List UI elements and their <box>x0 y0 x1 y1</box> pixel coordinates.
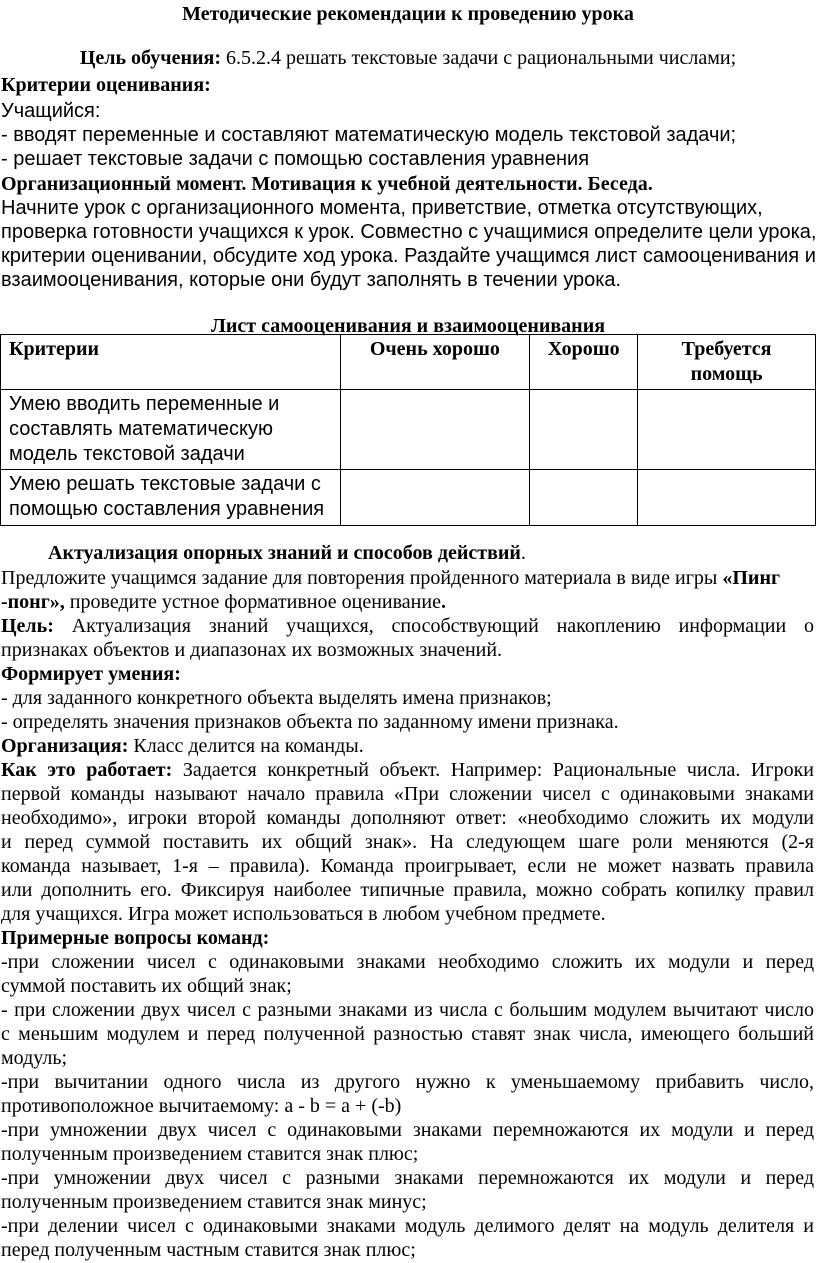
learning-goal <box>0 45 816 71</box>
learning-goal-label: Цель обучения: <box>79 47 221 69</box>
offer-line <box>1 589 814 615</box>
criteria-heading: Критерии оценивания: <box>1 74 211 96</box>
organization-label: Организация: <box>1 735 129 757</box>
how-line: команда называет, 1-я – правила). Команда проигрывает, если не может назвать правила <box>1 855 814 877</box>
question-line: полученным произведением ставится знак минус; <box>1 1191 427 1213</box>
goal-label: Цель: <box>1 615 54 637</box>
offer-end: . <box>440 591 446 613</box>
goal-line <box>1 613 814 639</box>
question-line: -при умножении двух чисел с одинаковыми знаками перемножаются их модули и перед <box>1 1119 814 1141</box>
skill-item: - определять значения признаков объекта по заданному имени признака. <box>1 711 619 733</box>
question-line: модуль; <box>1 1047 68 1069</box>
game-name: «Пинг <box>722 567 781 589</box>
org-heading: Организационный момент. Мотивация к учебной деятельности. Беседа. <box>1 173 653 195</box>
table-header-cell: Хорошо <box>530 335 638 390</box>
offer-line <box>1 565 814 591</box>
question-line: - при сложении двух чисел с разными знаками из числа с большим модулем вычитают число <box>1 999 814 1021</box>
skill-item: - для заданного конкретного объекта выделять имена признаков; <box>1 687 552 709</box>
org-line: взаимооценивания, которые они будут заполнять в течении урока. <box>1 269 622 291</box>
how-label: Как это работает: <box>1 759 173 781</box>
actualization-heading <box>48 540 814 566</box>
actualization-heading-text: Актуализация опорных знаний и способов действий <box>48 542 521 564</box>
criteria-item: - вводят переменные и составляют математическую модель текстовой задачи; <box>1 124 737 146</box>
question-line: противоположное вычитаемому: a - b = a + (-b) <box>1 1095 402 1117</box>
offer-text: Предложите учащимся задание для повторения пройденного материала в виде игры <box>1 567 723 589</box>
how-line: необходимо», игроки второй команды дополняют ответ: «необходимо сложить их модули <box>1 807 814 829</box>
table-cell[interactable] <box>340 470 530 526</box>
how-line: или дополнить его. Фиксируя наиболее типичные правила, можно собрать копилку правил <box>1 879 814 901</box>
skills-heading: Формирует умения: <box>1 663 181 685</box>
how-line <box>1 757 814 783</box>
goal-line: признаках объектов и диапазонах их возможных значений. <box>1 639 503 661</box>
table-header-cell: Критерии <box>1 335 341 390</box>
sheet-title: Лист самооценивания и взаимооценивания <box>210 315 606 337</box>
table-cell[interactable] <box>638 390 816 470</box>
table-header-row <box>1 335 816 390</box>
how-line: и перед суммой поставить их общий знак». На следующем шаге роли меняются (2-я <box>1 831 814 853</box>
how-line: для учащихся. Игра может использоваться в любом учебном предмете. <box>1 903 606 925</box>
goal-text: Актуализация знаний учащихся, способствующий накоплению информации о <box>53 615 814 637</box>
table-cell[interactable] <box>530 470 638 526</box>
question-line: -при вычитании одного числа из другого нужно к уменьшаемому прибавить число, <box>1 1071 814 1093</box>
self-assessment-table <box>0 334 816 526</box>
question-line: перед полученным частным ставится знак плюс; <box>1 1239 416 1261</box>
question-line: -при делении чисел с одинаковыми знаками модуль делимого делят на модуль делителя и <box>1 1215 814 1237</box>
org-line: критерии оценивании, обсудите ход урока. Раздайте учащимся лист самооценивания и <box>1 245 816 267</box>
question-line: полученным произведением ставится знак плюс; <box>1 1143 419 1165</box>
table-cell: Умею решать текстовые задачи с помощью составления уравнения <box>1 470 341 526</box>
table-cell[interactable] <box>340 390 530 470</box>
criteria-item: - решает текстовые задачи с помощью составления уравнения <box>1 148 590 170</box>
table-cell[interactable] <box>638 470 816 526</box>
org-line: Начните урок с организационного момента, приветствие, отметка отсутствующих, <box>1 197 763 219</box>
table-row <box>1 470 816 526</box>
how-line: первой команды называют начало правила «При сложении чисел с одинаковыми знаками <box>1 783 814 805</box>
offer-text: проведите устное формативное оценивание <box>64 591 441 613</box>
question-line: -при сложении чисел с одинаковыми знаками необходимо сложить их модули и перед <box>1 951 814 973</box>
criteria-student: Учащийся: <box>1 100 101 122</box>
question-line: суммой поставить их общий знак; <box>1 975 292 997</box>
organization-text: Класс делится на команды. <box>128 735 364 757</box>
learning-goal-text: 6.5.2.4 решать текстовые задачи с рациональными числами; <box>220 47 737 69</box>
org-line: проверка готовности учащихся к урок. Совместно с учащимися определите цели урока, <box>1 221 816 243</box>
table-row <box>1 390 816 470</box>
page-title: Методические рекомендации к проведению урока <box>182 3 634 25</box>
question-line: с меньшим модулем и перед полученной разностью ставят знак числа, имеющего больший <box>1 1023 814 1045</box>
game-name-end: -понг», <box>1 591 65 613</box>
actualization-heading-end: . <box>520 542 526 564</box>
table-cell: Умею вводить переменные и составлять математическую модель текстовой задачи <box>1 390 341 470</box>
how-text: Задается конкретный объект. Например: Рациональные числа. Игроки <box>172 759 814 781</box>
table-header-cell: Очень хорошо <box>340 335 530 390</box>
table-cell[interactable] <box>530 390 638 470</box>
organization-line <box>1 733 814 759</box>
question-line: -при умножении двух чисел с разными знаками перемножаются их модули и перед <box>1 1167 814 1189</box>
table-header-cell: Требуется помощь <box>638 335 816 390</box>
questions-heading: Примерные вопросы команд: <box>1 927 270 949</box>
